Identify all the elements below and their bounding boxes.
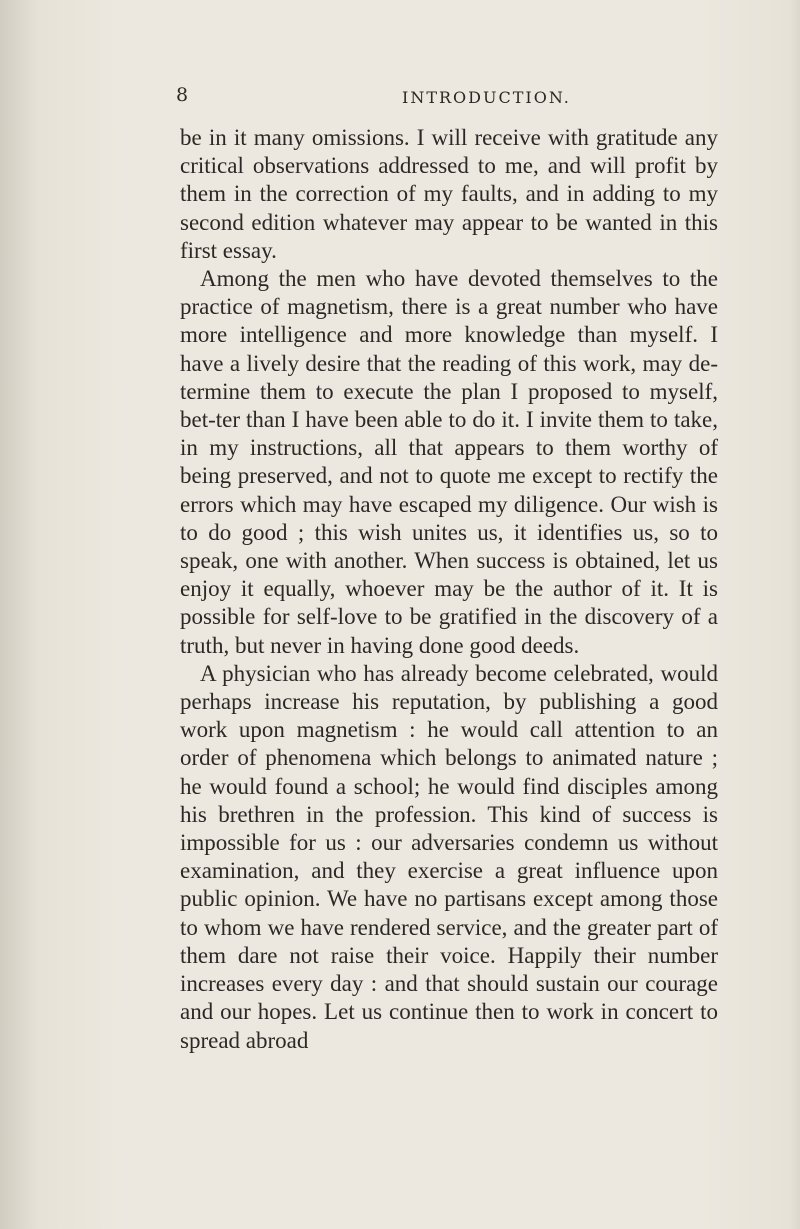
page-header xyxy=(176,84,626,114)
body-text xyxy=(180,124,718,1055)
paragraph-2: Among the men who have devoted themselves to the practice of magnetism, there is a great number who have more intelligence and more knowledge than myself. I have a lively desire that the reading of this work, may de-termine them to execute the plan I proposed to myself, bet-ter than I have been able to do it. I invite them to take, in my instructions, all that appears to them worthy of being preserved, and not to quote me except to rectify the errors which may have escaped my diligence. Our wish is to do good ; this wish unites us, it identifies us, so to speak, one with another. When success is obtained, let us enjoy it equally, whoever may be the author of it. It is possible for self-love to be gratified in the discovery of a truth, but never in having done good deeds. xyxy=(180,266,718,658)
running-head: INTRODUCTION. xyxy=(402,88,571,107)
page-number: 8 xyxy=(176,84,189,106)
paragraph-1: be in it many omissions. I will receive with gratitude any critical observations addressed to me, and will profit by them in the correction of my faults, and in adding to my second edition whatever may appear to be wanted in this first essay. xyxy=(180,125,718,263)
paragraph-3: A physician who has already become celebrated, would perhaps increase his reputation, by publishing a good work upon magnetism : he would call attention to an order of phenomena which belongs to animated nature ; he would found a school; he would find disciples among his brethren in the profession. This kind of success is impossible for us : our adversaries condemn us without examination, and they exercise a great influence upon public opinion. We have no partisans except among those to whom we have rendered service, and the greater part of them dare not raise their voice. Happily their number increases every day : and that should sustain our courage and our hopes. Let us continue then to work in concert to spread abroad xyxy=(180,660,718,1053)
